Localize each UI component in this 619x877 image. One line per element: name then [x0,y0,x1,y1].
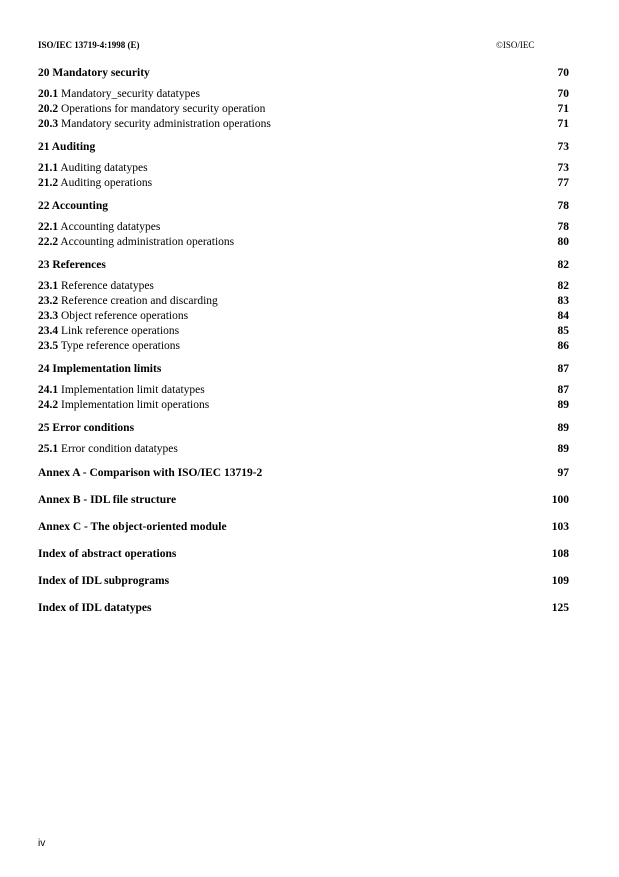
toc-subsection-title: Error condition datatypes [61,443,178,455]
toc-section-title: 22 Accounting [38,200,108,212]
toc-subsection-title: Mandatory security administration operations [61,118,271,130]
toc-subsection-title: Reference creation and discarding [61,295,218,307]
toc-annex-title: Index of abstract operations [38,548,177,560]
toc-subsection-row[interactable] [38,383,569,398]
toc-section-page: 70 [557,67,569,79]
toc-subsection-number: 23.4 [38,325,59,337]
toc-annex-page: 103 [551,521,569,533]
toc-subsection-text [38,176,152,191]
toc-subsection-row[interactable] [38,339,569,354]
toc-subsection-text [38,339,180,354]
toc-section-row[interactable] [38,199,569,214]
toc-annex-title: Index of IDL datatypes [38,602,152,614]
toc-subsection-row[interactable] [38,87,569,102]
toc-annex-title: Annex A - Comparison with ISO/IEC 13719-2 [38,467,263,479]
toc-subsection-title: Object reference operations [61,310,189,322]
toc-subsection-text [38,442,178,457]
toc-subsection-text [38,161,148,176]
toc-annex-row[interactable] [38,519,569,536]
toc-subsection-row[interactable] [38,398,569,413]
toc-annex-row[interactable] [38,492,569,509]
toc-subsection-number: 24.2 [38,399,59,411]
toc-section-row[interactable] [38,362,569,377]
toc-subsection-text [38,102,265,117]
toc-subsection-page: 89 [557,443,569,455]
toc-subsection-page: 70 [557,88,569,100]
toc-subsection-row[interactable] [38,309,569,324]
toc-subsection-page: 89 [557,399,569,411]
toc-section-page: 73 [557,141,569,153]
toc-subsection-number: 24.1 [38,384,59,396]
toc-subsection-text [38,383,205,398]
toc-section-row[interactable] [38,140,569,155]
toc-subsection-row[interactable] [38,324,569,339]
toc-subsection-text [38,398,209,413]
toc-section-page: 82 [557,259,569,271]
toc-subsection-page: 78 [557,221,569,233]
toc-subsection-number: 21.1 [38,162,59,174]
toc-subsection-number: 22.1 [38,221,59,233]
toc-annex-row[interactable] [38,600,569,617]
toc-subsection-number: 20.1 [38,88,59,100]
toc-subsection-text [38,220,160,235]
footer-page-number: iv [38,838,46,849]
toc-subsection-text [38,117,271,132]
toc-subsection-page: 71 [557,103,569,115]
toc-section-page: 87 [557,363,569,375]
toc-subsection-number: 23.5 [38,340,59,352]
toc-subsection-page: 77 [557,177,569,189]
toc-subsection-title: Reference datatypes [61,280,154,292]
header-copyright: ©ISO/IEC [496,40,535,50]
toc-section-title: 24 Implementation limits [38,363,162,375]
toc-subsection-page: 82 [557,280,569,292]
toc-subsection-number: 20.3 [38,118,59,130]
toc-subsection-row[interactable] [38,102,569,117]
toc-subsection-page: 71 [557,118,569,130]
toc-annex-row[interactable] [38,546,569,563]
toc-subsection-row[interactable] [38,279,569,294]
toc-subsection-row[interactable] [38,176,569,191]
toc-section-row[interactable] [38,258,569,273]
toc-annex-row[interactable] [38,573,569,590]
toc-subsection-title: Operations for mandatory security operation [61,103,266,115]
toc-section-title: 21 Auditing [38,141,96,153]
toc-subsection-text [38,87,200,102]
toc-section-title: 20 Mandatory security [38,67,150,79]
toc-subsection-title: Auditing datatypes [60,162,148,174]
toc-subsection-number: 23.1 [38,280,59,292]
toc-subsection-row[interactable] [38,235,569,250]
toc-subsection-title: Auditing operations [60,177,153,189]
toc-annex-title: Index of IDL subprograms [38,575,170,587]
toc-subsection-row[interactable] [38,220,569,235]
toc-subsection-text [38,294,218,309]
toc-subsection-title: Accounting administration operations [60,236,235,248]
toc-section-row[interactable] [38,421,569,436]
toc-section-title: 23 References [38,259,106,271]
toc-subsection-page: 86 [557,340,569,352]
toc-subsection-text [38,324,179,339]
toc-subsection-text [38,235,234,250]
toc-subsection-number: 25.1 [38,443,59,455]
toc-subsection-row[interactable] [38,294,569,309]
toc-subsection-title: Mandatory_security datatypes [61,88,200,100]
toc-annex-title: Annex C - The object-oriented module [38,521,227,533]
toc-subsection-number: 22.2 [38,236,59,248]
toc-section-title: 25 Error conditions [38,422,135,434]
toc-subsection-row[interactable] [38,117,569,132]
toc-subsection-row[interactable] [38,161,569,176]
toc-subsection-page: 80 [557,236,569,248]
toc-subsection-text [38,309,188,324]
table-of-contents [38,66,569,617]
toc-subsection-title: Accounting datatypes [60,221,161,233]
toc-section-row[interactable] [38,66,569,81]
toc-subsection-number: 20.2 [38,103,59,115]
toc-subsection-title: Implementation limit datatypes [61,384,205,396]
toc-annex-title: Annex B - IDL file structure [38,494,177,506]
toc-annex-page: 125 [551,602,569,614]
toc-subsection-title: Implementation limit operations [61,399,210,411]
header-document-id: ISO/IEC 13719-4:1998 (E) [38,40,140,50]
toc-section-page: 89 [557,422,569,434]
toc-annex-page: 108 [551,548,569,560]
toc-subsection-page: 83 [557,295,569,307]
toc-subsection-number: 23.3 [38,310,59,322]
toc-subsection-number: 21.2 [38,177,59,189]
toc-subsection-number: 23.2 [38,295,59,307]
toc-annex-page: 97 [557,467,569,479]
toc-subsection-page: 85 [557,325,569,337]
toc-subsection-page: 87 [557,384,569,396]
toc-annex-row[interactable] [38,465,569,482]
toc-annex-page: 100 [551,494,569,506]
toc-annex-page: 109 [551,575,569,587]
toc-subsection-text [38,279,154,294]
toc-subsection-page: 84 [557,310,569,322]
toc-section-page: 78 [557,200,569,212]
toc-subsection-title: Link reference operations [61,325,180,337]
toc-subsection-page: 73 [557,162,569,174]
toc-subsection-row[interactable] [38,442,569,457]
toc-subsection-title: Type reference operations [60,340,181,352]
